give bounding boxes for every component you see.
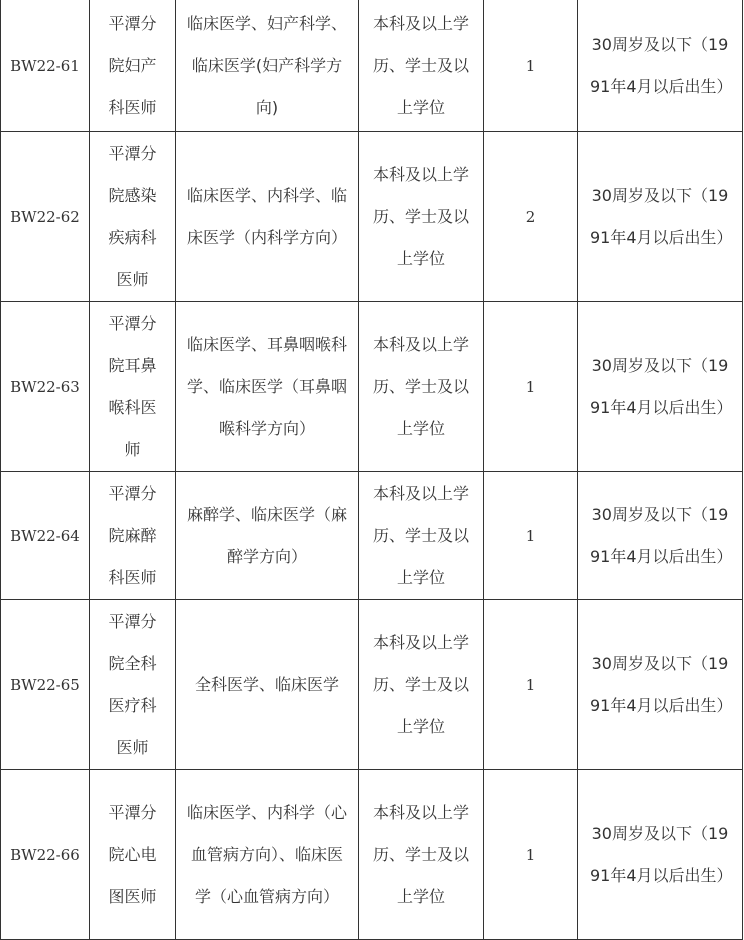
major-requirement-text: 临床医学、妇产科学、临床医学(妇产科学方向) <box>186 13 347 117</box>
position-code: BW22-62 <box>1 132 90 302</box>
position-name-text: 平潭分院心电图医师 <box>108 802 157 906</box>
education-requirement <box>359 600 484 770</box>
position-code: BW22-63 <box>1 302 90 472</box>
position-code: BW22-65 <box>1 600 90 770</box>
education-requirement <box>359 0 484 132</box>
position-name <box>90 600 176 770</box>
position-name-text: 平潭分院耳鼻喉科医师 <box>108 313 157 459</box>
age-requirement <box>578 600 743 770</box>
age-requirement-text: 30周岁及以下（1991年4月以后出生） <box>590 504 733 566</box>
position-code: BW22-61 <box>1 0 90 132</box>
education-requirement-text: 本科及以上学历、学士及以上学位 <box>373 483 470 587</box>
hiring-count: 1 <box>484 472 578 600</box>
major-requirement-text: 临床医学、内科学、临床医学（内科学方向） <box>186 185 347 247</box>
education-requirement-text: 本科及以上学历、学士及以上学位 <box>373 632 470 736</box>
age-requirement <box>578 770 743 940</box>
education-requirement <box>359 472 484 600</box>
position-name <box>90 472 176 600</box>
position-name <box>90 770 176 940</box>
age-requirement-text: 30周岁及以下（1991年4月以后出生） <box>590 823 733 885</box>
table-row <box>1 0 743 132</box>
table-row <box>1 770 743 940</box>
major-requirement <box>176 770 359 940</box>
major-requirement <box>176 302 359 472</box>
age-requirement-text: 30周岁及以下（1991年4月以后出生） <box>590 653 733 715</box>
position-code: BW22-64 <box>1 472 90 600</box>
table-row <box>1 132 743 302</box>
hiring-count: 1 <box>484 770 578 940</box>
education-requirement-text: 本科及以上学历、学士及以上学位 <box>373 802 470 906</box>
education-requirement <box>359 302 484 472</box>
major-requirement-text: 临床医学、耳鼻咽喉科学、临床医学（耳鼻咽喉科学方向） <box>186 334 347 438</box>
hiring-count: 1 <box>484 600 578 770</box>
table-row <box>1 302 743 472</box>
position-name <box>90 0 176 132</box>
major-requirement <box>176 472 359 600</box>
age-requirement <box>578 472 743 600</box>
education-requirement <box>359 770 484 940</box>
age-requirement <box>578 132 743 302</box>
education-requirement-text: 本科及以上学历、学士及以上学位 <box>373 164 470 268</box>
age-requirement-text: 30周岁及以下（1991年4月以后出生） <box>590 185 733 247</box>
education-requirement-text: 本科及以上学历、学士及以上学位 <box>373 13 470 117</box>
position-name <box>90 302 176 472</box>
age-requirement <box>578 302 743 472</box>
hiring-count: 1 <box>484 302 578 472</box>
major-requirement <box>176 0 359 132</box>
major-requirement <box>176 600 359 770</box>
position-code: BW22-66 <box>1 770 90 940</box>
position-name-text: 平潭分院全科医疗科医师 <box>108 611 157 757</box>
table-row <box>1 472 743 600</box>
table-row <box>1 600 743 770</box>
hiring-count: 1 <box>484 0 578 132</box>
hiring-count: 2 <box>484 132 578 302</box>
age-requirement-text: 30周岁及以下（1991年4月以后出生） <box>590 355 733 417</box>
major-requirement-text: 麻醉学、临床医学（麻醉学方向） <box>186 504 347 566</box>
education-requirement <box>359 132 484 302</box>
age-requirement-text: 30周岁及以下（1991年4月以后出生） <box>590 34 733 96</box>
position-name-text: 平潭分院妇产科医师 <box>108 13 157 117</box>
position-name-text: 平潭分院感染疾病科医师 <box>108 143 157 289</box>
education-requirement-text: 本科及以上学历、学士及以上学位 <box>373 334 470 438</box>
position-name <box>90 132 176 302</box>
age-requirement <box>578 0 743 132</box>
position-name-text: 平潭分院麻醉科医师 <box>108 483 157 587</box>
major-requirement-text: 全科医学、临床医学 <box>194 674 339 694</box>
major-requirement-text: 临床医学、内科学（心血管病方向）、临床医学（心血管病方向） <box>186 802 347 906</box>
major-requirement <box>176 132 359 302</box>
